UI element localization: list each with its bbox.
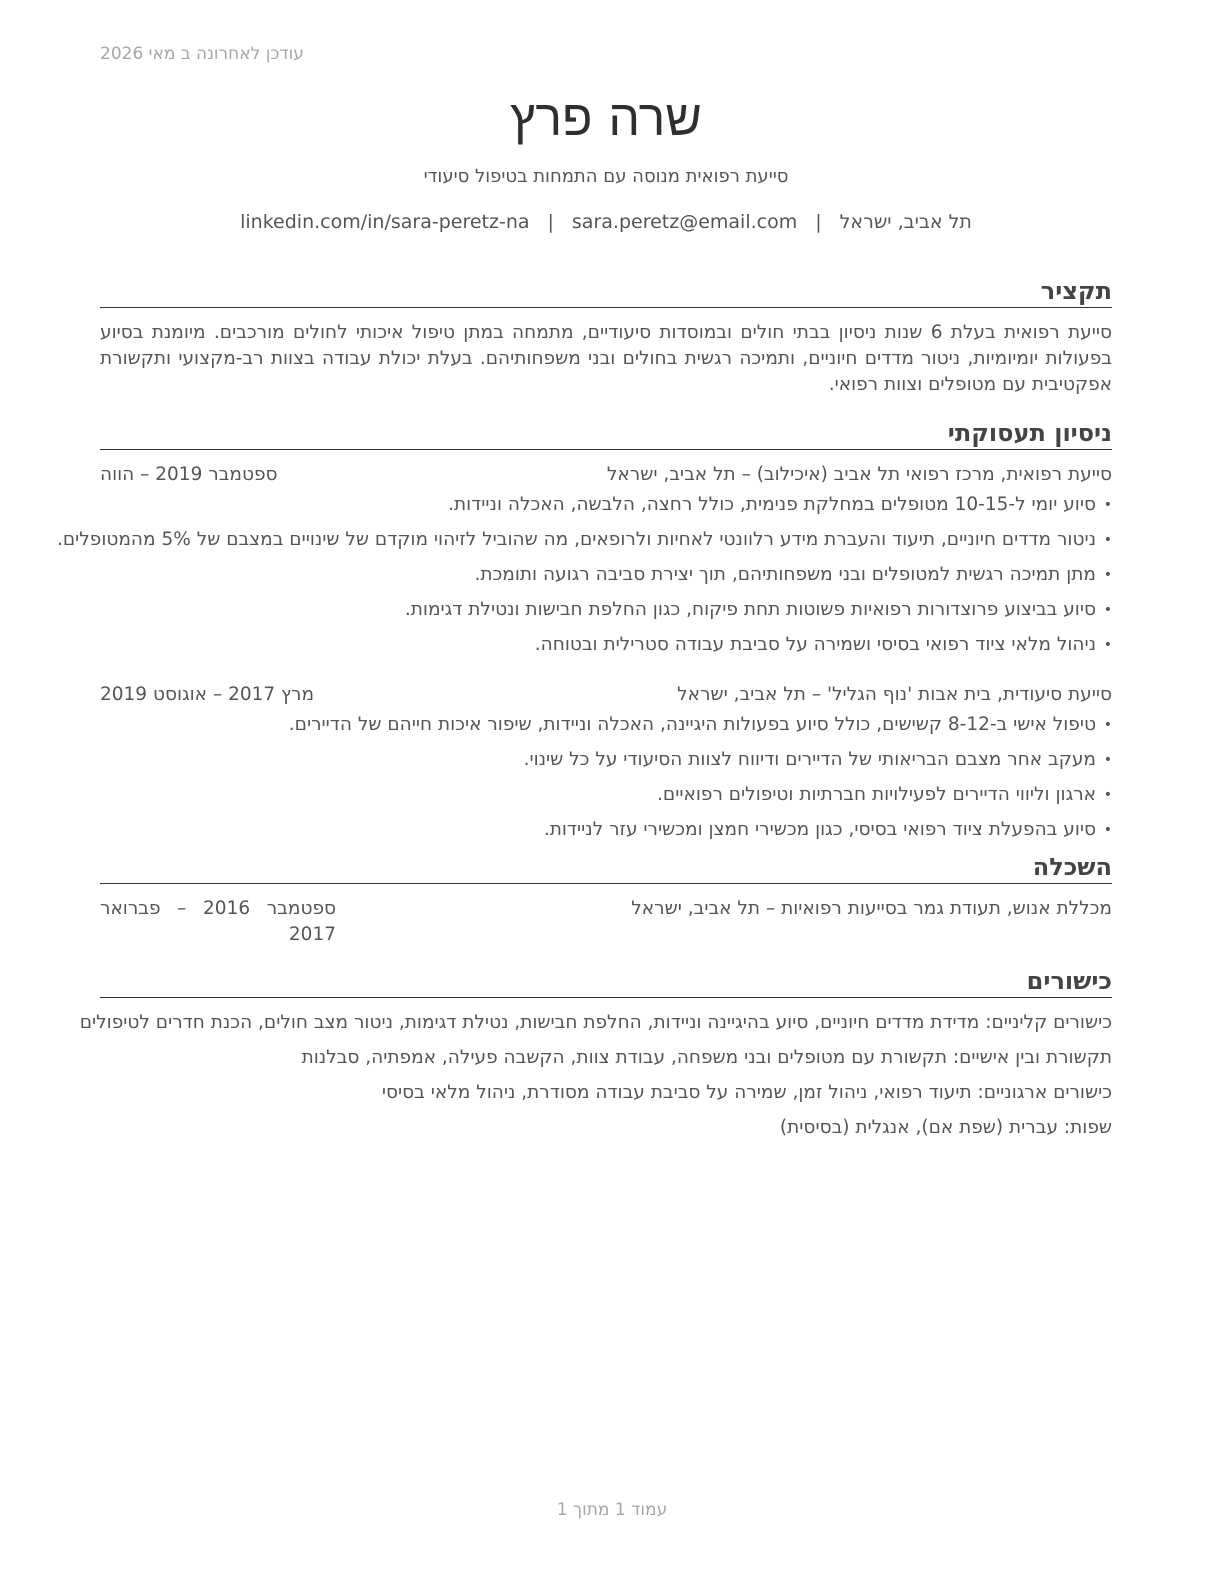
contact-separator: |: [547, 211, 554, 233]
resume-header: [100, 88, 1112, 233]
summary-title: תקציר: [100, 276, 1112, 308]
skills-line: כישורים ארגוניים: תיעוד רפואי, ניהול זמן, שמירה על סביבת עבודה מסודרת, ניהול מלאי בסיסי: [381, 1082, 1112, 1103]
job-bullet: • סיוע יומי ל-10-15 מטופלים במחלקת פנימית, כולל רחצה, הלבשה, האכלה וניידות.: [100, 492, 1112, 518]
education-institution: מכללת אנוש, תעודת גמר בסייעות רפואיות – תל אביב, ישראל: [631, 898, 1112, 919]
skills-line: שפות: עברית (שפת אם), אנגלית (בסיסית): [779, 1117, 1112, 1138]
job-bullet: • מתן תמיכה רגשית למטופלים ובני משפחותיהם, תוך יצירת סביבה רגועה ותומכת.: [100, 562, 1112, 588]
contact-separator: |: [815, 211, 822, 233]
last-updated-note: עודכן לאחרונה ב מאי 2026: [100, 44, 304, 64]
job-header: [100, 682, 1112, 708]
experience-title: ניסיון תעסוקתי: [100, 418, 1112, 450]
job-bullets: [100, 712, 1112, 843]
job-bullet: • ארגון וליווי הדיירים לפעילויות חברתיות וטיפולים רפואיים.: [100, 782, 1112, 808]
job-bullets: [56, 492, 1112, 658]
contact-line: [100, 211, 1112, 233]
contact-location: תל אביב, ישראל: [839, 211, 972, 233]
skills-title: כישורים: [100, 966, 1112, 998]
job-bullet: • ניהול מלאי ציוד רפואי בסיסי ושמירה על סביבת עבודה סטרילית ובטוחה.: [100, 632, 1112, 658]
resume-content: [56, 276, 1112, 1150]
job-role: סייעת סיעודית, בית אבות 'נוף הגליל' – תל אביב, ישראל: [677, 684, 1112, 705]
job-entry: [100, 682, 1112, 843]
summary-text: סייעת רפואית בעלת 6 שנות ניסיון בבתי חולים ובמוסדות סיעודיים, מתמחה במתן טיפול איכותי לחולים מורכבים. מיומנת בסיוע בפעולות יומיומיות, ניטור מדדים חיוניים, ותמיכה רגשית בחולים ובני משפחותיהם. בעלת יכולת עבודה בצוות רב-מקצועי ותקשורת אפקטיבית עם מטופלים וצוות רפואי.: [100, 322, 1112, 395]
education-title: השכלה: [100, 852, 1112, 884]
job-dates: מרץ 2017 – אוגוסט 2019: [100, 684, 315, 705]
contact-linkedin[interactable]: linkedin.com/in/sara-peretz-na: [240, 211, 530, 233]
page-number: עמוד 1 מתוך 1: [556, 1500, 668, 1520]
contact-email[interactable]: sara.peretz@email.com: [571, 211, 798, 233]
skills-line: תקשורת ובין אישיים: תקשורת עם מטופלים ובני משפחה, עבודת צוות, הקשבה פעילה, אמפתיה, סבלנות: [301, 1047, 1112, 1068]
job-entry: [56, 462, 1112, 658]
candidate-name: שרה פרץ: [510, 89, 702, 147]
job-bullet: • ניטור מדדים חיוניים, תיעוד והעברת מידע רלוונטי לאחיות ולרופאים, מה שהוביל לזיהוי מוקדם של שינויים במצבם של 5% מהמטופלים.: [100, 527, 1112, 553]
job-bullet: • סיוע בהפעלת ציוד רפואי בסיסי, כגון מכשירי חמצן ומכשירי עזר לניידות.: [100, 817, 1112, 843]
skills-line: כישורים קליניים: מדידת מדדים חיוניים, סיוע בהיגיינה וניידות, החלפת חבישות, נטילת דגימות, ניטור מצב חולים, הכנת חדרים לטיפולים: [79, 1012, 1112, 1033]
education-entry: [100, 896, 1112, 948]
candidate-subtitle: סייעת רפואית מנוסה עם התמחות בטיפול סיעודי: [423, 166, 789, 187]
skills-list: [79, 1010, 1112, 1141]
job-dates: ספטמבר 2019 – הווה: [100, 464, 278, 485]
job-role: סייעת רפואית, מרכז רפואי תל אביב (איכילוב) – תל אביב, ישראל: [606, 464, 1112, 485]
job-header: [100, 462, 1112, 488]
education-dates: ספטמבר 2016 – פברואר 2017: [100, 898, 336, 945]
job-bullet: • מעקב אחר מצבם הבריאותי של הדיירים ודיווח לצוות הסיעודי על כל שינוי.: [100, 747, 1112, 773]
job-bullet: • סיוע בביצוע פרוצדורות רפואיות פשוטות תחת פיקוח, כגון החלפת חבישות ונטילת דגימות.: [100, 597, 1112, 623]
job-bullet: • טיפול אישי ב-8-12 קשישים, כולל סיוע בפעולות היגיינה, האכלה וניידות, שיפור איכות חייהם של הדיירים.: [100, 712, 1112, 738]
